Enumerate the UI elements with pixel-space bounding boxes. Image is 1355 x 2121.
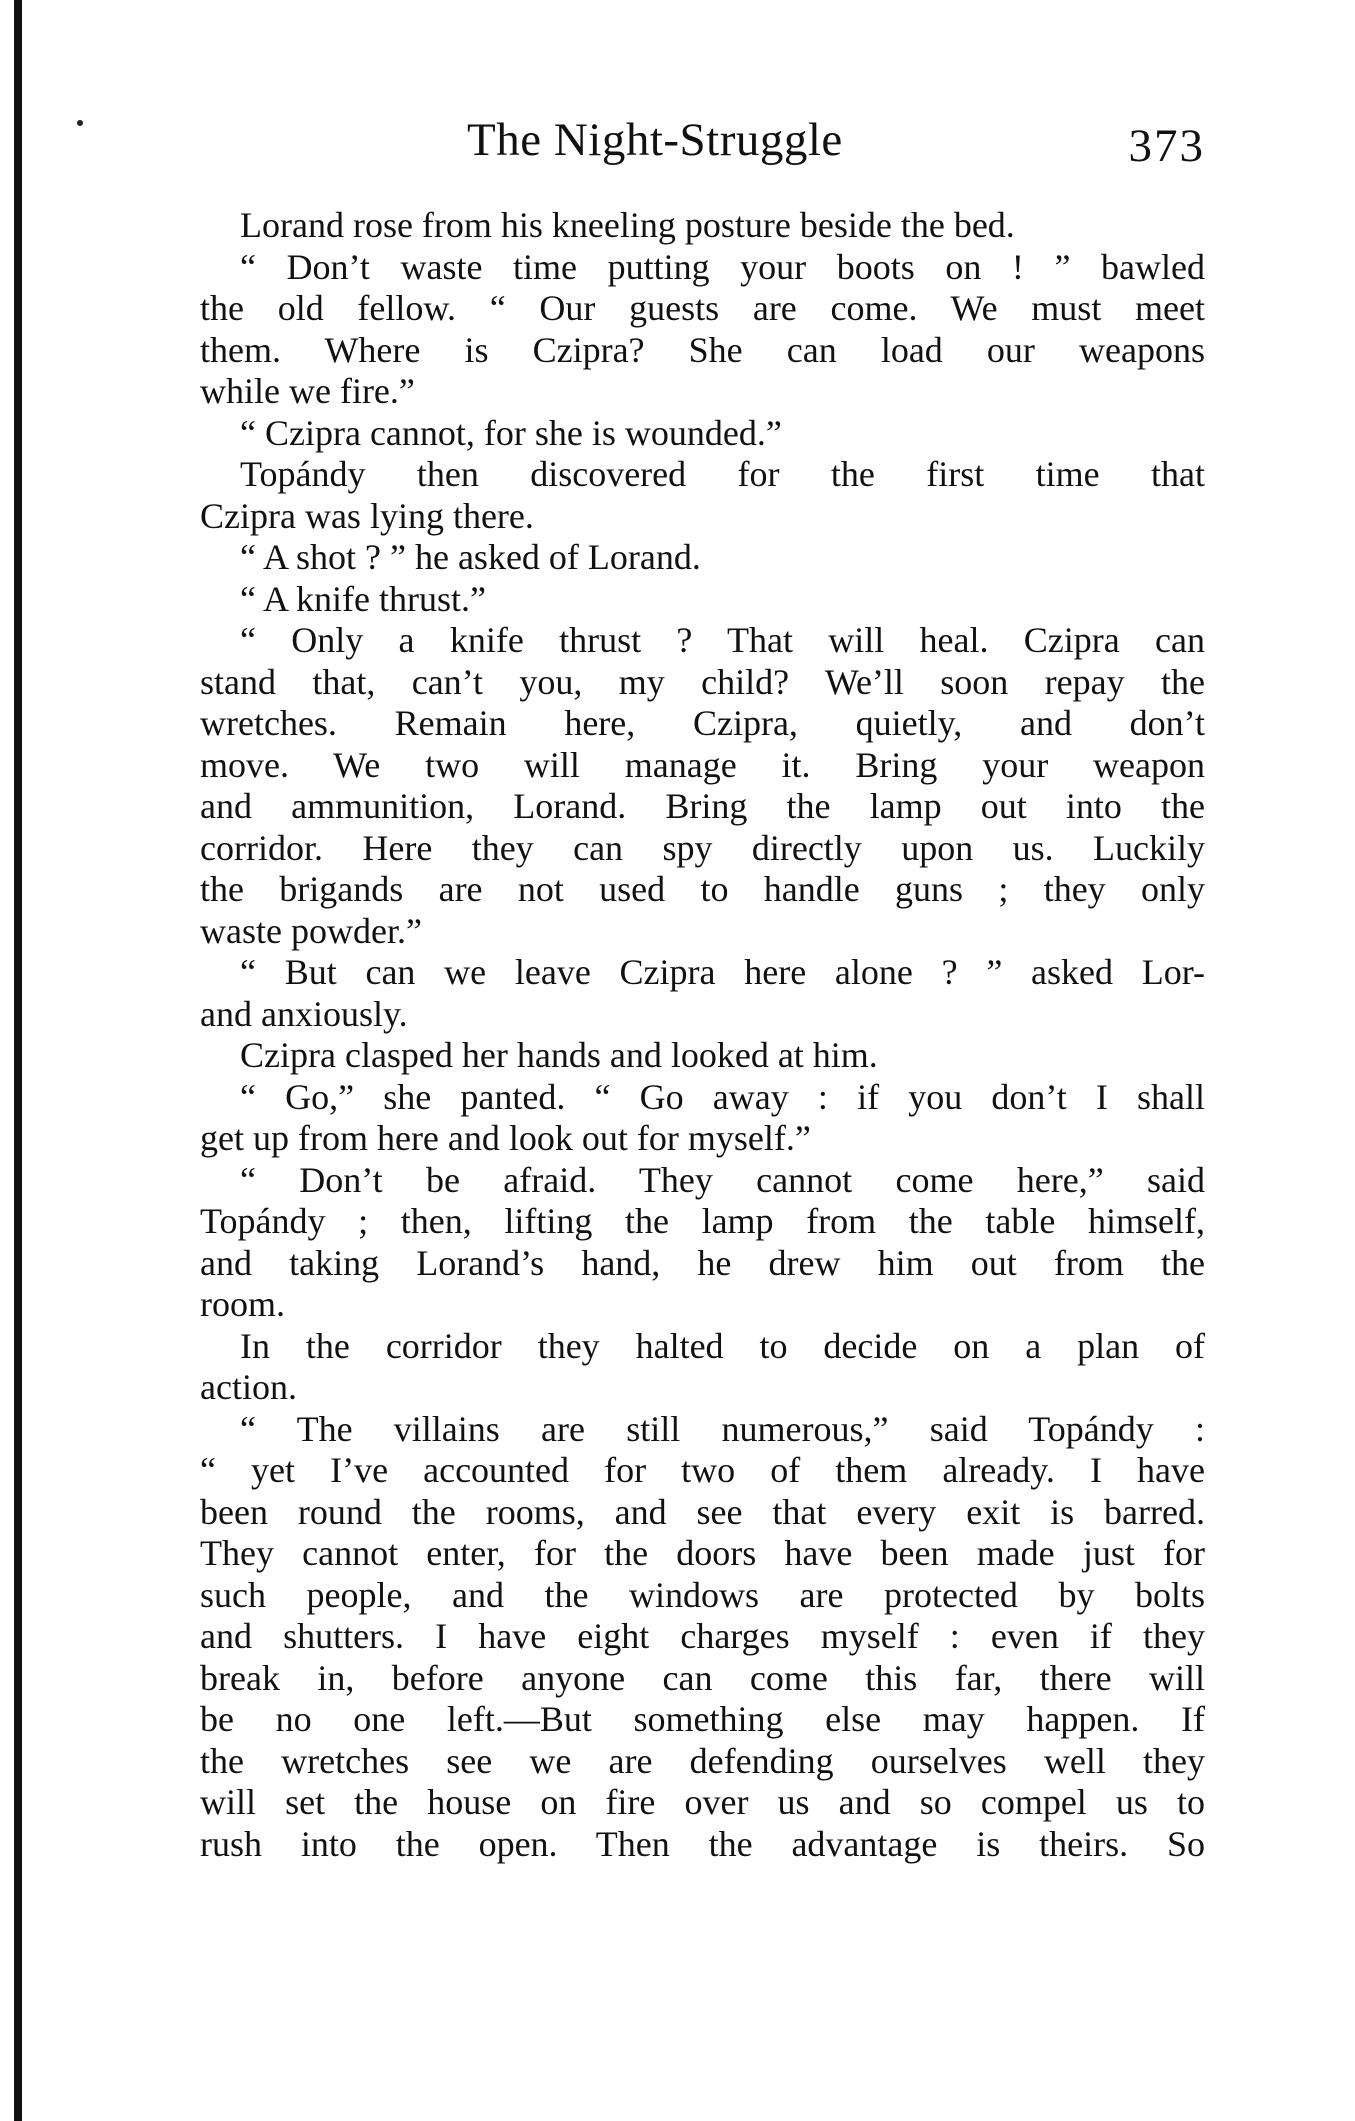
text-line: break in, before anyone can come this far, there will [200, 1657, 1205, 1698]
text-line: rush into the open. Then the advantage is theirs. So [200, 1823, 1205, 1864]
text-line: move. We two will manage it. Bring your weapon [200, 744, 1205, 785]
text-line: and taking Lorand’s hand, he drew him out from the [200, 1242, 1205, 1283]
text-line: “ Only a knife thrust ? That will heal. Czipra can [240, 620, 1205, 660]
text-line: Czipra was lying there. [200, 495, 534, 536]
text-line: Topándy then discovered for the first time that [240, 454, 1205, 494]
text-line: stand that, can’t you, my child? We’ll soon repay the [200, 661, 1205, 702]
text-line: been round the rooms, and see that every exit is barred. [200, 1491, 1205, 1532]
text-line: get up from here and look out for myself.” [200, 1118, 811, 1158]
print-speck [77, 120, 83, 126]
text-line: and ammunition, Lorand. Bring the lamp out into the [200, 786, 1205, 826]
text-line: “ A shot ? ” he asked of Lorand. [240, 537, 701, 577]
text-line: Lorand rose from his kneeling posture beside the bed. [240, 205, 1015, 245]
body-text [200, 205, 1205, 1865]
text-line: “ Go,” she panted. “ Go away : if you don’t I shall [240, 1076, 1205, 1117]
text-line: room. [200, 1284, 285, 1324]
text-line: be no one left.—But something else may happen. If [200, 1699, 1205, 1739]
page-number: 373 [1128, 120, 1205, 172]
text-line: Topándy ; then, lifting the lamp from the table himself, [200, 1201, 1205, 1241]
text-line: “ Don’t be afraid. They cannot come here,” said [240, 1159, 1205, 1200]
text-line: “ The villains are still numerous,” said Topándy : [240, 1408, 1205, 1449]
text-line: action. [200, 1367, 297, 1407]
text-line: “ But can we leave Czipra here alone ? ” asked Lor- [240, 952, 1205, 992]
text-line: Czipra clasped her hands and looked at him. [240, 1035, 878, 1075]
binding-shadow [14, 0, 22, 2121]
text-line: the wretches see we are defending ourselves well they [200, 1740, 1205, 1781]
text-line: wretches. Remain here, Czipra, quietly, and don’t [200, 703, 1205, 743]
text-line: corridor. Here they can spy directly upon us. Luckily [200, 827, 1205, 868]
text-line: “ A knife thrust.” [240, 578, 486, 619]
text-line: the brigands are not used to handle guns ; they only [200, 869, 1205, 909]
text-line: “ Czipra cannot, for she is wounded.” [240, 412, 782, 453]
text-line: They cannot enter, for the doors have been made just for [200, 1533, 1205, 1573]
text-line: waste powder.” [200, 910, 422, 951]
text-line: and shutters. I have eight charges myself : even if they [200, 1616, 1205, 1656]
text-line: such people, and the windows are protected by bolts [200, 1574, 1205, 1615]
text-line: while we fire.” [200, 371, 415, 411]
text-line: them. Where is Czipra? She can load our weapons [200, 329, 1205, 370]
text-line: and anxiously. [200, 993, 408, 1034]
text-line: In the corridor they halted to decide on a plan of [240, 1325, 1205, 1366]
text-line: the old fellow. “ Our guests are come. We must meet [200, 288, 1205, 328]
running-title: The Night-Struggle [467, 114, 843, 166]
text-line: “ Don’t waste time putting your boots on ! ” bawled [240, 246, 1205, 287]
text-line: will set the house on fire over us and so compel us to [200, 1782, 1205, 1822]
text-line: “ yet I’ve accounted for two of them already. I have [200, 1450, 1205, 1490]
running-head [200, 110, 1205, 180]
